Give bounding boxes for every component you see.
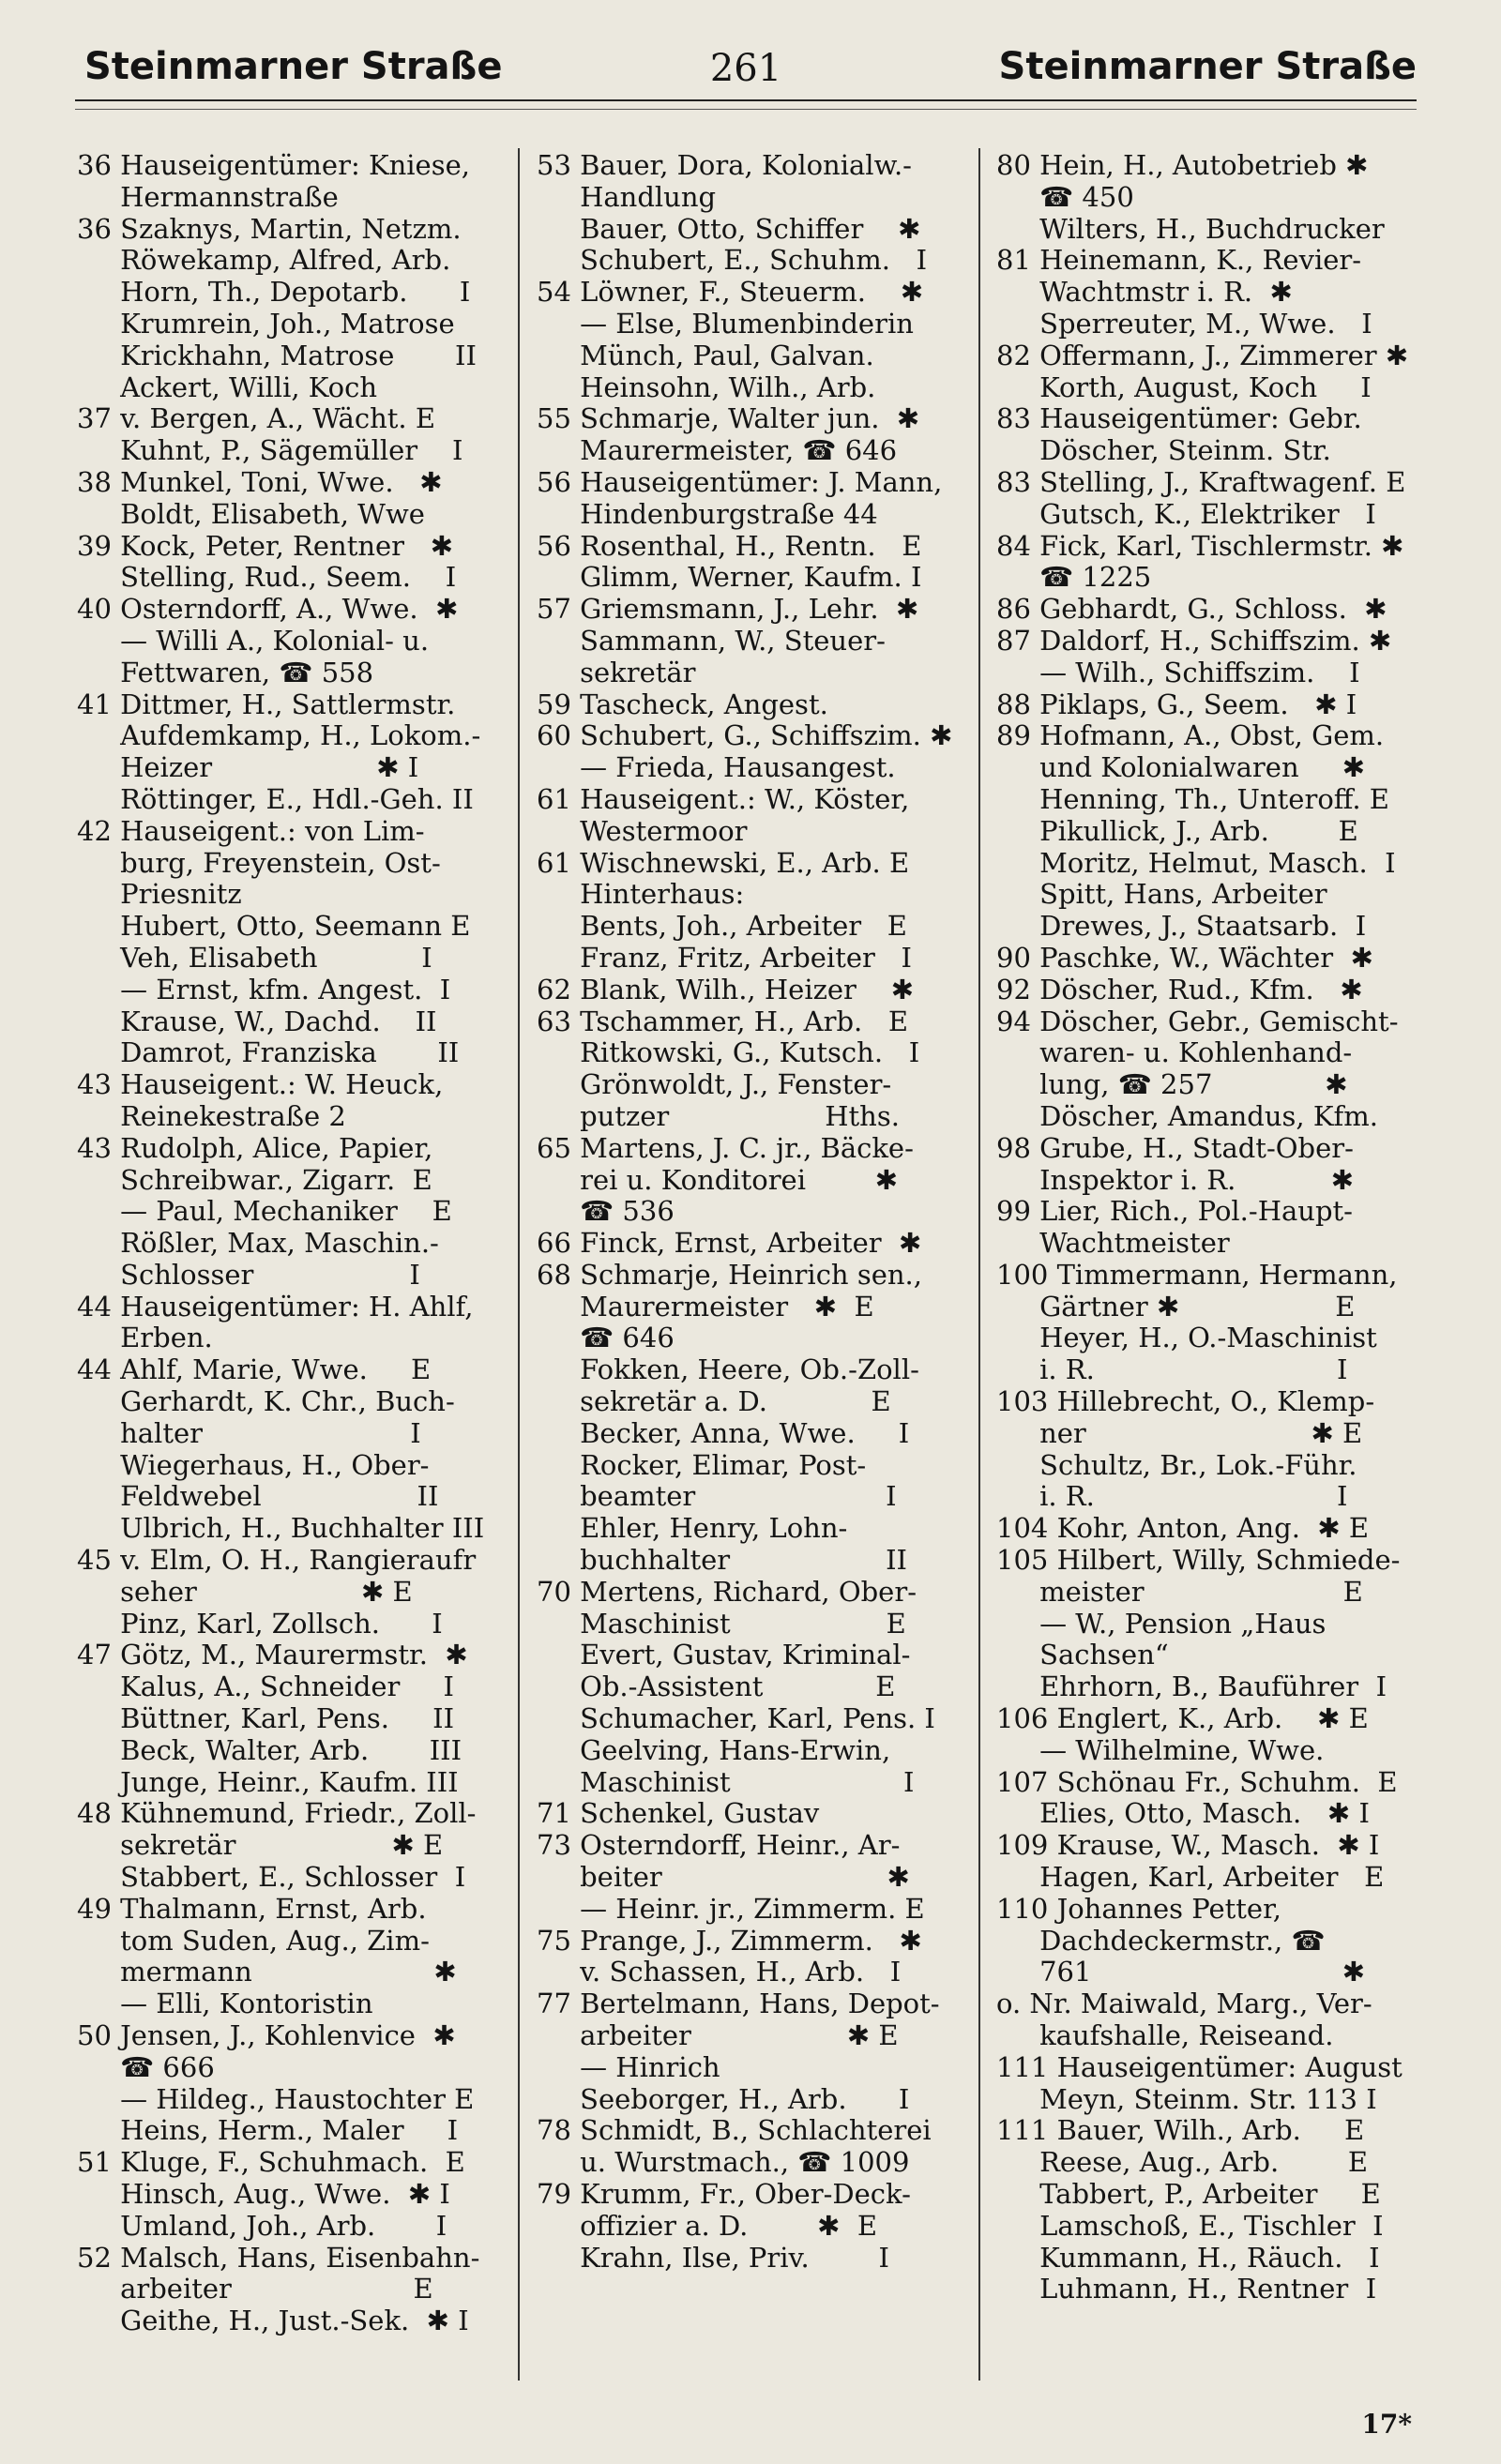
directory-line: 98 Grube, H., Stadt-Ober- [996, 1132, 1354, 1164]
directory-line: halter I [77, 1417, 421, 1449]
page-number: 261 [709, 47, 782, 90]
directory-line: 90 Paschke, W., Wächter ✱ [996, 942, 1373, 974]
directory-line: kaufshalle, Reiseand. [996, 2020, 1334, 2052]
directory-line: Bents, Joh., Arbeiter E [537, 911, 907, 943]
directory-line: 106 Englert, K., Arb. ✱ E [996, 1703, 1369, 1735]
directory-line: buchhalter II [537, 1545, 908, 1577]
directory-line: 100 Timmermann, Hermann, [996, 1259, 1398, 1291]
directory-line: Ob.-Assistent E [537, 1671, 896, 1703]
directory-line: offizier a. D. ✱ E [537, 2210, 878, 2242]
directory-line: beamter I [537, 1481, 897, 1513]
directory-line: Röttinger, E., Hdl.-Geh. II [77, 783, 474, 815]
directory-line: meister E [996, 1576, 1363, 1608]
directory-line: ☎ 1225 [996, 562, 1152, 594]
directory-line: Beck, Walter, Arb. III [77, 1734, 462, 1766]
directory-line: Gärtner ✱ E [996, 1291, 1356, 1323]
directory-line: 92 Döscher, Rud., Kfm. ✱ [996, 974, 1363, 1005]
directory-line: Horn, Th., Depotarb. I [77, 277, 471, 309]
directory-line: Reinekestraße 2 [77, 1100, 346, 1132]
directory-line: und Kolonialwaren ✱ [996, 752, 1366, 784]
directory-line: 50 Jensen, J., Kohlenvice ✱ [77, 2020, 456, 2052]
directory-line: Rößler, Max, Maschin.- [77, 1228, 439, 1260]
directory-line: 104 Kohr, Anton, Ang. ✱ E [996, 1513, 1370, 1545]
directory-line: Maurermeister ✱ E [537, 1291, 874, 1323]
directory-line: Hindenburgstraße 44 [537, 498, 878, 530]
directory-line: Sachsen“ [996, 1640, 1169, 1671]
directory-line: Geelving, Hans-Erwin, [537, 1734, 891, 1766]
directory-line: 86 Gebhardt, G., Schloss. ✱ [996, 594, 1387, 626]
directory-line: Röwekamp, Alfred, Arb. [77, 245, 451, 277]
directory-line: — Willi A., Kolonial- u. [77, 625, 430, 657]
directory-line: 82 Offermann, J., Zimmerer ✱ [996, 340, 1409, 371]
directory-line: ☎ 536 [537, 1196, 675, 1228]
street-title-left: Steinmarner Straße [84, 45, 503, 88]
directory-line: Ehrhorn, B., Bauführer I [996, 1671, 1387, 1703]
directory-line: Döscher, Steinm. Str. [996, 435, 1331, 467]
directory-line: 103 Hillebrecht, O., Klemp- [996, 1386, 1375, 1418]
directory-line: Krahn, Ilse, Priv. I [537, 2242, 889, 2274]
column-middle [537, 150, 968, 2274]
directory-line: 41 Dittmer, H., Sattlermstr. [77, 688, 456, 720]
directory-line: — Paul, Mechaniker E [77, 1196, 452, 1228]
directory-line: Heins, Herm., Maler I [77, 2115, 459, 2147]
directory-line: Dachdeckermstr., ☎ [996, 1925, 1326, 1957]
directory-line: Becker, Anna, Wwe. I [537, 1417, 910, 1449]
directory-line: Schreibwar., Zigarr. E [77, 1164, 432, 1196]
directory-line: 83 Stelling, J., Kraftwagenf. E [996, 466, 1406, 498]
directory-line: Münch, Paul, Galvan. [537, 340, 874, 371]
directory-line: lung, ☎ 257 ✱ [996, 1069, 1348, 1101]
directory-line: Hubert, Otto, Seemann E [77, 911, 471, 943]
directory-line: Spitt, Hans, Arbeiter [996, 879, 1327, 911]
directory-line: 60 Schubert, G., Schiffszim. ✱ [537, 720, 953, 752]
directory-line: Döscher, Amandus, Kfm. [996, 1100, 1378, 1132]
directory-line: u. Wurstmach., ☎ 1009 [537, 2147, 910, 2179]
directory-line: Krumrein, Joh., Matrose [77, 308, 455, 340]
directory-line: 55 Schmarje, Walter jun. ✱ [537, 403, 920, 435]
directory-line: Stabbert, E., Schlosser I [77, 1862, 466, 1894]
directory-line: i. R. I [996, 1354, 1348, 1386]
directory-line: Lamschoß, E., Tischler I [996, 2210, 1384, 2242]
directory-line: 77 Bertelmann, Hans, Depot- [537, 1988, 940, 2020]
directory-line: 83 Hauseigentümer: Gebr. [996, 403, 1362, 435]
directory-line: 761 ✱ [996, 1957, 1366, 1988]
directory-line: Franz, Fritz, Arbeiter I [537, 942, 912, 974]
street-title-right: Steinmarner Straße [998, 45, 1417, 88]
directory-line: Veh, Elisabeth I [77, 942, 432, 974]
directory-line: Heinsohn, Wilh., Arb. [537, 371, 876, 403]
column-right [996, 150, 1428, 2305]
directory-line: Erben. [77, 1323, 213, 1354]
directory-line: Rocker, Elimar, Post- [537, 1449, 867, 1481]
directory-line: Heizer ✱ I [77, 752, 419, 784]
directory-line: Drewes, J., Staatsarb. I [996, 911, 1367, 943]
sheet-signature: 17* [1361, 2409, 1412, 2440]
directory-line: 63 Tschammer, H., Arb. E [537, 1005, 909, 1037]
directory-line: — Wilhelmine, Wwe. [996, 1734, 1325, 1766]
directory-line: 81 Heinemann, K., Revier- [996, 245, 1362, 277]
directory-line: Boldt, Elisabeth, Wwe [77, 498, 425, 530]
column-left [77, 150, 499, 2337]
directory-line: 75 Prange, J., Zimmerm. ✱ [537, 1925, 922, 1957]
directory-line: — Ernst, kfm. Angest. I [77, 974, 451, 1005]
directory-line: Luhmann, H., Rentner I [996, 2274, 1377, 2305]
directory-line: arbeiter ✱ E [537, 2020, 899, 2052]
directory-line: Korth, August, Koch I [996, 371, 1372, 403]
directory-line: 44 Ahlf, Marie, Wwe. E [77, 1354, 432, 1386]
directory-line: 56 Hauseigentümer: J. Mann, [537, 466, 943, 498]
directory-line: 105 Hilbert, Willy, Schmiede- [996, 1545, 1401, 1577]
directory-line: 111 Bauer, Wilh., Arb. E [996, 2115, 1365, 2147]
directory-line: 70 Mertens, Richard, Ober- [537, 1576, 917, 1608]
directory-line: 45 v. Elm, O. H., Rangieraufr [77, 1545, 477, 1577]
directory-line: Ritkowski, G., Kutsch. I [537, 1037, 920, 1069]
directory-line: Ulbrich, H., Buchhalter III [77, 1513, 485, 1545]
directory-line: Gutsch, K., Elektriker I [996, 498, 1376, 530]
directory-line: ner ✱ E [996, 1417, 1363, 1449]
directory-line: 48 Kühnemund, Friedr., Zoll- [77, 1798, 477, 1830]
directory-line: Evert, Gustav, Kriminal- [537, 1640, 911, 1671]
directory-line: Kummann, H., Räuch. I [996, 2242, 1380, 2274]
directory-line: Damrot, Franziska II [77, 1037, 460, 1069]
directory-line: Glimm, Werner, Kaufm. I [537, 562, 922, 594]
directory-line: 79 Krumm, Fr., Ober-Deck- [537, 2179, 911, 2210]
directory-line: 39 Kock, Peter, Rentner ✱ [77, 530, 454, 562]
directory-line: — W., Pension „Haus [996, 1608, 1327, 1640]
directory-line: 66 Finck, Ernst, Arbeiter ✱ [537, 1228, 922, 1260]
directory-line: 99 Lier, Rich., Pol.-Haupt- [996, 1196, 1353, 1228]
directory-line: 37 v. Bergen, A., Wächt. E [77, 403, 436, 435]
directory-line: 51 Kluge, F., Schuhmach. E [77, 2147, 465, 2179]
directory-line: 40 Osterndorff, A., Wwe. ✱ [77, 594, 459, 626]
directory-line: Schubert, E., Schuhm. I [537, 245, 928, 277]
directory-line: 44 Hauseigentümer: H. Ahlf, [77, 1291, 474, 1323]
directory-line: 110 Johannes Petter, [996, 1893, 1281, 1925]
directory-line: Umland, Joh., Arb. I [77, 2210, 447, 2242]
directory-line: arbeiter E [77, 2274, 433, 2305]
directory-line: 111 Hauseigentümer: August [996, 2051, 1402, 2083]
directory-line: — Hinrich [537, 2051, 720, 2083]
directory-line: Hermannstraße [77, 181, 339, 213]
directory-line: Stelling, Rud., Seem. I [77, 562, 457, 594]
directory-line: Henning, Th., Unteroff. E [996, 783, 1389, 815]
directory-line: Handlung [537, 181, 717, 213]
directory-line: Schultz, Br., Lok.-Führ. [996, 1449, 1357, 1481]
directory-line: Sammann, W., Steuer- [537, 625, 886, 657]
directory-line: 43 Hauseigent.: W. Heuck, [77, 1069, 444, 1101]
directory-line: beiter ✱ [537, 1862, 910, 1894]
directory-line: Wiegerhaus, H., Ober- [77, 1449, 430, 1481]
directory-line: sekretär [537, 657, 696, 688]
directory-line: seher ✱ E [77, 1576, 413, 1608]
directory-line: 65 Martens, J. C. jr., Bäcke- [537, 1132, 914, 1164]
directory-line: Ackert, Willi, Koch [77, 371, 378, 403]
directory-line: o. Nr. Maiwald, Marg., Ver- [996, 1988, 1372, 2020]
directory-line: Wachtmstr i. R. ✱ [996, 277, 1293, 309]
directory-line: Kuhnt, P., Sägemüller I [77, 435, 463, 467]
directory-line: i. R. I [996, 1481, 1348, 1513]
directory-line: putzer Hths. [537, 1100, 900, 1132]
directory-line: 57 Griemsmann, J., Lehr. ✱ [537, 594, 919, 626]
directory-line: 84 Fick, Karl, Tischlermstr. ✱ [996, 530, 1404, 562]
directory-line: Schlosser I [77, 1259, 420, 1291]
directory-line: Gerhardt, K. Chr., Buch- [77, 1386, 455, 1418]
header-rule [75, 99, 1417, 101]
directory-line: Westermoor [537, 815, 748, 847]
directory-line: sekretär a. D. E [537, 1386, 891, 1418]
directory-line: 53 Bauer, Dora, Kolonialw.- [537, 150, 912, 181]
directory-line: Junge, Heinr., Kaufm. III [77, 1766, 459, 1798]
directory-line: 68 Schmarje, Heinrich sen., [537, 1259, 922, 1291]
directory-line: Aufdemkamp, H., Lokom.- [77, 720, 481, 752]
directory-line: Moritz, Helmut, Masch. I [996, 847, 1396, 879]
directory-line: 59 Tascheck, Angest. [537, 688, 828, 720]
directory-line: — Heinr. jr., Zimmerm. E [537, 1893, 925, 1925]
directory-line: Grönwoldt, J., Fenster- [537, 1069, 892, 1101]
directory-line: — Wilh., Schiffszim. I [996, 657, 1360, 688]
directory-line: ☎ 666 [77, 2051, 215, 2083]
directory-line: 36 Hauseigentümer: Kniese, [77, 150, 470, 181]
directory-line: 80 Hein, H., Autobetrieb ✱ [996, 150, 1369, 181]
column-divider [978, 148, 980, 2381]
directory-line: 78 Schmidt, B., Schlachterei [537, 2115, 932, 2147]
directory-line: Maschinist I [537, 1766, 915, 1798]
directory-line: 42 Hauseigent.: von Lim- [77, 815, 425, 847]
directory-line: 109 Krause, W., Masch. ✱ I [996, 1830, 1380, 1862]
directory-line: Schumacher, Karl, Pens. I [537, 1703, 935, 1735]
directory-line: Hinsch, Aug., Wwe. ✱ I [77, 2179, 450, 2210]
directory-line: 71 Schenkel, Gustav [537, 1798, 820, 1830]
directory-line: 107 Schönau Fr., Schuhm. E [996, 1766, 1398, 1798]
directory-line: 87 Daldorf, H., Schiffszim. ✱ [996, 625, 1392, 657]
directory-line: 89 Hofmann, A., Obst, Gem. [996, 720, 1385, 752]
directory-line: 52 Malsch, Hans, Eisenbahn- [77, 2242, 480, 2274]
directory-line: 49 Thalmann, Ernst, Arb. [77, 1893, 427, 1925]
directory-line: 47 Götz, M., Maurermstr. ✱ [77, 1640, 468, 1671]
directory-line: — Else, Blumenbinderin [537, 308, 914, 340]
header-rule-thin [75, 109, 1417, 110]
directory-line: 73 Osterndorff, Heinr., Ar- [537, 1830, 901, 1862]
directory-line: rei u. Konditorei ✱ [537, 1164, 899, 1196]
directory-line: Wilters, H., Buchdrucker [996, 213, 1385, 245]
directory-line: Kalus, A., Schneider I [77, 1671, 454, 1703]
directory-line: 54 Löwner, F., Steuerm. ✱ [537, 277, 924, 309]
directory-line: Pinz, Karl, Zollsch. I [77, 1608, 443, 1640]
directory-line: 43 Rudolph, Alice, Papier, [77, 1132, 433, 1164]
directory-line: burg, Freyenstein, Ost- [77, 847, 441, 879]
directory-line: tom Suden, Aug., Zim- [77, 1925, 430, 1957]
directory-line: Sperreuter, M., Wwe. I [996, 308, 1372, 340]
directory-line: Krickhahn, Matrose II [77, 340, 477, 371]
directory-line: Meyn, Steinm. Str. 113 I [996, 2083, 1377, 2115]
directory-line: — Hildeg., Haustochter E [77, 2083, 475, 2115]
directory-line: mermann ✱ [77, 1957, 457, 1988]
directory-line: Reese, Aug., Arb. E [996, 2147, 1369, 2179]
directory-line: Maschinist E [537, 1608, 906, 1640]
directory-line: — Frieda, Hausangest. [537, 752, 896, 784]
directory-line: Fettwaren, ☎ 558 [77, 657, 374, 688]
directory-line: 94 Döscher, Gebr., Gemischt- [996, 1005, 1399, 1037]
directory-line: Priesnitz [77, 879, 242, 911]
directory-line: v. Schassen, H., Arb. I [537, 1957, 902, 1988]
directory-line: Büttner, Karl, Pens. II [77, 1703, 455, 1735]
directory-line: Ehler, Henry, Lohn- [537, 1513, 848, 1545]
directory-line: 36 Szaknys, Martin, Netzm. [77, 213, 462, 245]
directory-line: 61 Hauseigent.: W., Köster, [537, 783, 910, 815]
directory-line: Fokken, Heere, Ob.-Zoll- [537, 1354, 919, 1386]
directory-line: Geithe, H., Just.-Sek. ✱ I [77, 2305, 469, 2337]
column-divider [518, 148, 520, 2381]
directory-line: Krause, W., Dachd. II [77, 1005, 437, 1037]
directory-line: 56 Rosenthal, H., Rentn. E [537, 530, 922, 562]
directory-line: ☎ 450 [996, 181, 1134, 213]
directory-line: Pikullick, J., Arb. E [996, 815, 1358, 847]
directory-line: ☎ 646 [537, 1323, 675, 1354]
directory-line: Tabbert, P., Arbeiter E [996, 2179, 1381, 2210]
directory-line: Seeborger, H., Arb. I [537, 2083, 910, 2115]
directory-line: waren- u. Kohlenhand- [996, 1037, 1353, 1069]
directory-line: Inspektor i. R. ✱ [996, 1164, 1355, 1196]
directory-line: 61 Wischnewski, E., Arb. E [537, 847, 910, 879]
directory-line: — Elli, Kontoristin [77, 1988, 373, 2020]
directory-line: Maurermeister, ☎ 646 [537, 435, 898, 467]
directory-line: Bauer, Otto, Schiffer ✱ [537, 213, 921, 245]
directory-line: 38 Munkel, Toni, Wwe. ✱ [77, 466, 443, 498]
page-header [75, 45, 1417, 101]
directory-line: sekretär ✱ E [77, 1830, 444, 1862]
directory-line: 88 Piklaps, G., Seem. ✱ I [996, 688, 1357, 720]
directory-line: 62 Blank, Wilh., Heizer ✱ [537, 974, 915, 1005]
directory-line: Hagen, Karl, Arbeiter E [996, 1862, 1385, 1894]
directory-line: Elies, Otto, Masch. ✱ I [996, 1798, 1370, 1830]
directory-line: Heyer, H., O.-Maschinist [996, 1323, 1377, 1354]
directory-line: Hinterhaus: [537, 879, 745, 911]
directory-line: Wachtmeister [996, 1228, 1230, 1260]
directory-line: Feldwebel II [77, 1481, 439, 1513]
